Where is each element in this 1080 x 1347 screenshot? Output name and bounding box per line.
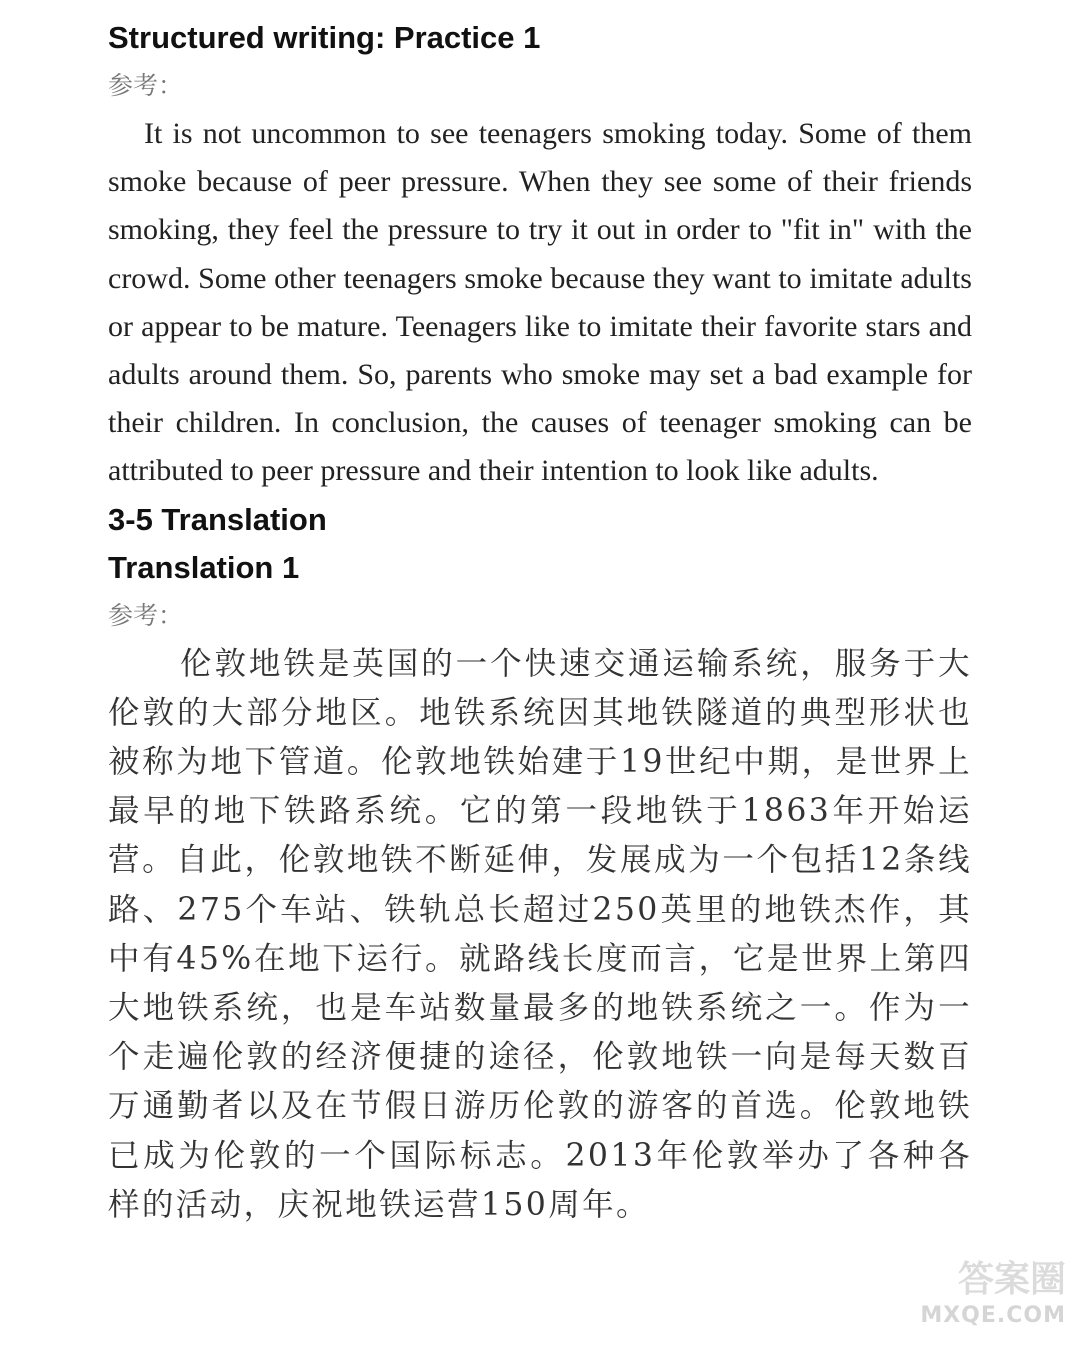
document-page (108, 14, 972, 1223)
reference-label: 参考： (108, 71, 184, 100)
essay-paragraph: It is not uncommon to see teenagers smoking today. Some of them smoke because of peer pressure. When they see some of their friends smoking, they feel the pressure to try it out in order to "fit in" with the crowd. Some other teenagers smoke because they want to imitate adults or appear to be mature. Teenagers like to imitate their favorite stars and adults around them. So, parents who smoke may set a bad example for their children. In conclusion, the causes of teenager smoking can be attributed to peer pressure and their intention to look like adults. (108, 117, 972, 488)
watermark-url: MXQE.COM (920, 1303, 1066, 1328)
site-watermark (896, 1259, 1066, 1341)
reference-label: 参考： (108, 600, 184, 630)
section-heading-translation: 3-5 Translation (108, 501, 327, 537)
watermark-logo: 答案圈 (957, 1259, 1066, 1300)
subheading-translation-1: Translation 1 (108, 549, 300, 585)
translation-paragraph: 伦敦地铁是英国的一个快速交通运输系统，服务于大伦敦的大部分地区。地铁系统因其地铁隧道的典型形状也被称为地下管道。伦敦地铁始建于19世纪中期，是世界上最早的地下铁路系统。它的第一段地铁于1863年开始运营。自此，伦敦地铁不断延伸，发展成为一个包括12条线路、275个车站、铁轨总长超过250英里的地铁杰作，其中有45%在地下运行。就路线长度而言，它是世界上第四大地铁系统，也是车站数量最多的地铁系统之一。作为一个走遍伦敦的经济便捷的途径，伦敦地铁一向是每天数百万通勤者以及在节假日游历伦敦的游客的首选。伦敦地铁已成为伦敦的一个国际标志。2013年伦敦举办了各种各样的活动，庆祝地铁运营150周年。 (108, 645, 972, 1223)
section-heading-structured-writing: Structured writing: Practice 1 (108, 20, 541, 55)
